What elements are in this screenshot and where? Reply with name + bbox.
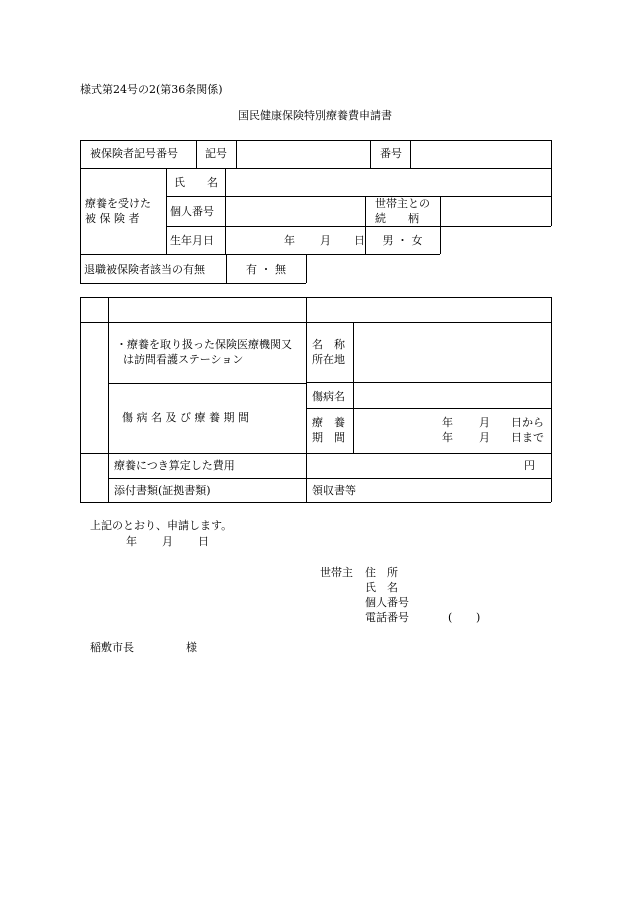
birthdate-label: 生年月日 <box>170 234 214 247</box>
period-from-day: 日から <box>511 416 544 429</box>
period-from-month: 月 <box>479 416 490 429</box>
form-number: 様式第24号の2(第36条関係) <box>80 83 223 96</box>
relation-label-line1: 世帯主との <box>375 197 430 210</box>
birthdate-year: 年 <box>284 234 295 247</box>
birthdate-month: 月 <box>320 234 331 247</box>
phone-label: 電話番号 <box>365 611 409 624</box>
relation-label-line2: 続 柄 <box>375 212 419 225</box>
recipient-label-line1: 療養を受けた <box>85 197 151 210</box>
period-to-day: 日まで <box>511 431 544 444</box>
retired-options[interactable]: 有 ・ 無 <box>246 263 286 276</box>
phone-paren-close: ) <box>476 611 481 624</box>
applicant-personal-number-label: 個人番号 <box>365 596 409 609</box>
facility-label-line2: は訪問看護ステーション <box>123 353 244 366</box>
symbol-label: 記号 <box>205 147 227 160</box>
period-to-year: 年 <box>442 431 453 444</box>
facility-label-line1: ・療養を取り扱った保険医療機関又 <box>116 338 292 351</box>
retired-label: 退職被保険者該当の有無 <box>84 263 205 276</box>
declaration-year: 年 <box>126 535 137 548</box>
personal-number-label: 個人番号 <box>170 205 214 218</box>
period-label-line1: 療 養 <box>312 416 345 429</box>
insured-number-label: 被保険者記号番号 <box>90 147 178 160</box>
period-to-month: 月 <box>479 431 490 444</box>
birthdate-day: 日 <box>354 234 365 247</box>
disease-period-label: 傷 病 名 及 び 療 養 期 間 <box>122 411 249 424</box>
recipient-label-line2: 被 保 険 者 <box>85 212 140 225</box>
period-label-line2: 期 間 <box>312 431 345 444</box>
sex-options[interactable]: 男 ・ 女 <box>382 234 423 247</box>
disease-name-label: 傷病名 <box>312 390 345 403</box>
number-label: 番号 <box>380 147 402 160</box>
attachments-label: 添付書類(証拠書類) <box>114 484 211 497</box>
applicant-name-label: 氏 名 <box>365 581 398 594</box>
attachments-value: 領収書等 <box>312 484 356 497</box>
form-title: 国民健康保険特別療養費申請書 <box>238 109 392 122</box>
facility-address-label: 所在地 <box>312 353 345 366</box>
honorific-label: 様 <box>186 641 197 654</box>
declaration-statement: 上記のとおり、申請します。 <box>90 519 233 532</box>
name-label: 氏 名 <box>174 176 218 189</box>
mayor-label: 稲敷市長 <box>90 641 134 654</box>
address-label: 住 所 <box>365 566 398 579</box>
householder-label: 世帯主 <box>320 566 353 579</box>
phone-paren-open: ( <box>448 611 453 624</box>
period-from-year: 年 <box>442 416 453 429</box>
declaration-month: 月 <box>162 535 173 548</box>
declaration-day: 日 <box>198 535 209 548</box>
cost-unit: 円 <box>524 459 535 472</box>
facility-name-label: 名 称 <box>312 338 345 351</box>
cost-label: 療養につき算定した費用 <box>114 459 235 472</box>
